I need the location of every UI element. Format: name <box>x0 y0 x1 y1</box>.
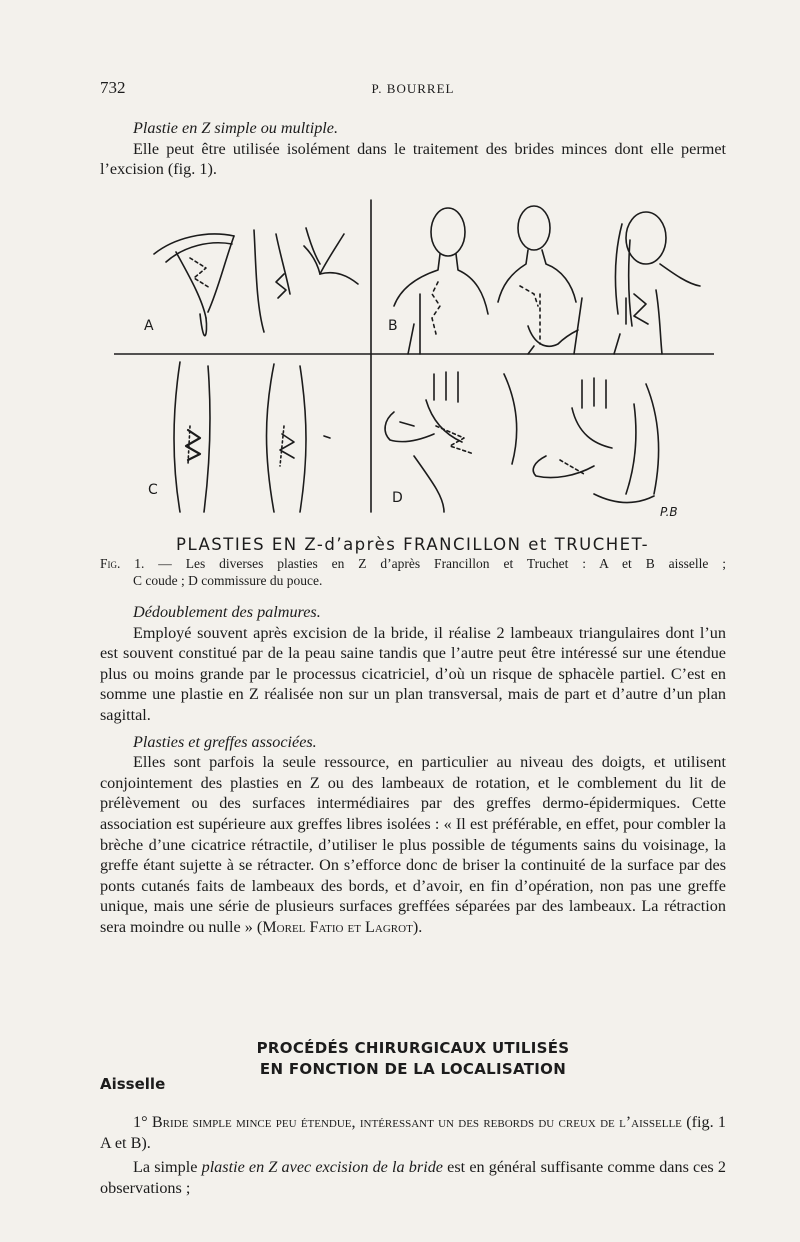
page-number: 732 <box>100 78 126 97</box>
running-head <box>100 78 726 100</box>
illustrator-initials: P.B <box>660 505 678 519</box>
item1-paragraph <box>100 1157 726 1198</box>
item1-para-end: est en général suffisante comme dans ces 2 observations ; <box>100 1158 726 1197</box>
panel-label-b: B <box>388 318 398 334</box>
panel-d-drawing <box>385 372 659 512</box>
citation-authors: Morel Fatio et Lagrot <box>262 917 413 936</box>
section-title <box>100 1038 726 1080</box>
section-aisselle-item1 <box>100 1112 726 1198</box>
section-plastie-z <box>100 118 726 180</box>
panel-a-drawing <box>154 228 358 336</box>
panel-b-drawing <box>394 206 700 354</box>
panel-label-d: D <box>392 490 403 506</box>
panel-c-drawing <box>174 362 330 512</box>
subsection-title-aisselle: Aisselle <box>100 1075 166 1093</box>
section-title-line1: PROCÉDÉS CHIRURGICAUX UTILISÉS <box>256 1039 570 1057</box>
paragraph-dedoublement: Employé souvent après excision de la bride, il réalise 2 lambeaux triangulaires dont l’un est souvent constitué par de la peau saine tandis que l’autre peut être intéressé sur une étendue plus ou moins grande par le processus cicatriciel, d’où un risque de sphacèle partiel. C’est en somme une plastie en Z réalisée non sur un plan transversal, mais de part et d’autre d’un plan sagittal. <box>100 623 726 724</box>
paragraph-plasties-greffes-text: Elles sont parfois la seule ressource, en particulier au niveau des doigts, et utilisent conjointement des plasties en Z ou des lambeaux de rotation, et le comblement du lit de prélèvement ou des surfaces intermédiaires par des greffes dermo-épidermiques. Cette association est supérieure aux greffes libres isolées : « Il est préférable, en effet, pour combler la brèche d’une cicatrice rétractile, d’utiliser le plus possible de téguments sains du voisinage, la greffe étant sujette à se rétracter. On s’efforce donc de briser la continuité de la surface par des ponts cutanés faits de lambeaux des bords, et d’avoir, en fin d’opération, non pas une greffe unique, mais une série de plusieurs surfaces greffées séparées par des lambeaux. La rétraction sera moindre ou nulle » ( <box>100 753 726 936</box>
item1-heading-text: 1° Bride simple mince peu étendue, intéressant un des rebords du creux de l’aisselle <box>133 1113 682 1131</box>
panel-label-c: C <box>148 482 158 498</box>
citation-end: ). <box>412 917 423 936</box>
item1-heading <box>100 1112 726 1153</box>
item1-para-start: La simple <box>133 1158 202 1177</box>
section-heading-dedoublement: Dédoublement des palmures. <box>133 603 321 621</box>
section-heading-plasties-greffes: Plasties et greffes associées. <box>133 732 317 751</box>
section-heading-plastie-z: Plastie en Z simple ou multiple. <box>133 119 339 137</box>
figure-caption-text: Les diverses plasties en Z d’après Francillon et Truchet : A et B aisselle ; <box>185 556 726 571</box>
figure-1-drawing <box>114 194 714 554</box>
figure-caption-line2: C coude ; D commissure du pouce. <box>133 573 323 588</box>
page <box>100 0 726 1242</box>
figure-drawn-title: PLASTIES EN Z-d’après FRANCILLON et TRUCHET- <box>176 535 650 554</box>
section-dedoublement <box>100 602 726 938</box>
running-head-author: P. BOURREL <box>371 81 455 96</box>
panel-label-a: A <box>144 318 154 334</box>
item1-para-italic: plastie en Z avec excision de la bride <box>201 1158 443 1177</box>
figure-1 <box>114 194 714 554</box>
figure-caption-prefix: Fig. 1. — <box>100 556 172 571</box>
item1-heading-ref: (fig. 1 A et B). <box>100 1113 726 1152</box>
paragraph-plastie-z: Elle peut être utilisée isolément dans le traitement des brides minces dont elle permet l’excision (fig. 1). <box>100 139 726 179</box>
paragraph-plasties-greffes <box>100 752 726 937</box>
figure-caption <box>100 555 726 589</box>
section-title-line2: EN FONCTION DE LA LOCALISATION <box>259 1060 567 1078</box>
